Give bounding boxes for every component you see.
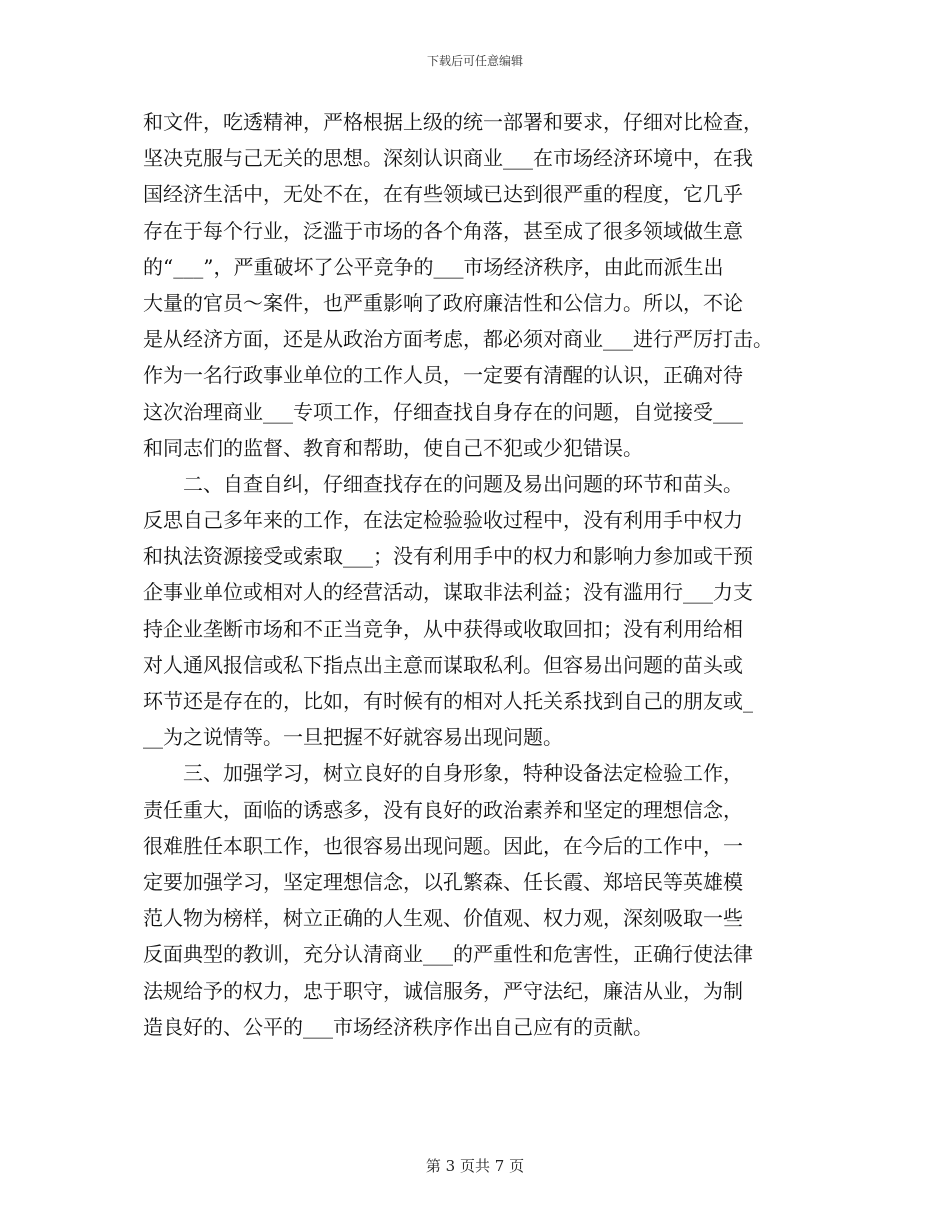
text-line: 坚决克服与己无关的思想。深刻认识商业___在市场经济环境中，在我 <box>143 146 753 171</box>
text-line: 和同志们的监督、教育和帮助，使自己不犯或少犯错误。 <box>143 435 643 460</box>
document-body <box>143 104 815 1045</box>
page-footer: 第 3 页共 7 页 <box>425 1157 525 1175</box>
text-line: 这次治理商业___专项工作，仔细查找自身存在的问题，自觉接受___ <box>143 399 743 424</box>
text-line: 造良好的、公平的___市场经济秩序作出自己应有的贡献。 <box>143 1014 653 1039</box>
text-line: 环节还是存在的，比如，有时候有的相对人托关系找到自己的朋友或_ <box>143 689 753 713</box>
text-line: 的“___”，严重破坏了公平竞争的___市场经济秩序，由此而派生出 <box>143 254 724 279</box>
text-line: 国经济生活中，无处不在，在有些领域已达到很严重的程度，它几乎 <box>143 182 743 207</box>
text-line: 反面典型的教训，充分认清商业___的严重性和危害性，正确行使法律 <box>143 942 753 967</box>
text-line: 对人通风报信或私下指点出主意而谋取私利。但容易出问题的苗头或 <box>143 652 743 677</box>
text-line: 反思自己多年来的工作，在法定检验验收过程中，没有利用手中权力 <box>143 508 743 533</box>
text-line: 三、加强学习，树立良好的自身形象，特种设备法定检验工作， <box>143 761 743 786</box>
text-line: 大量的官员～案件，也严重影响了政府廉洁性和公信力。所以，不论 <box>143 290 743 315</box>
text-line: 企事业单位或相对人的经营活动，谋取非法利益；没有滥用行___力支 <box>143 580 753 605</box>
text-line: 范人物为榜样，树立正确的人生观、价值观、权力观，深刻吸取一些 <box>143 906 743 931</box>
text-line: 持企业垄断市场和不正当竞争，从中获得或收取回扣；没有利用给相 <box>143 616 743 641</box>
text-line: 和文件，吃透精神，严格根据上级的统一部署和要求，仔细对比检查， <box>143 110 763 134</box>
text-line: 是从经济方面，还是从政治方面考虑，都必须对商业___进行严厉打击。 <box>143 327 773 352</box>
text-line: __为之说情等。一旦把握不好就容易出现问题。 <box>143 725 563 750</box>
page-header: 下载后可任意编辑 <box>426 54 523 68</box>
text-line: 和执法资源接受或索取___；没有利用手中的权力和影响力参加或干预 <box>143 544 753 569</box>
text-line: 二、自查自纠，仔细查找存在的问题及易出问题的环节和苗头。 <box>143 471 743 496</box>
text-line: 很难胜任本职工作，也很容易出现问题。因此，在今后的工作中，一 <box>143 833 743 858</box>
text-line: 定要加强学习，坚定理想信念，以孔繁森、任长霞、郑培民等英雄模 <box>143 869 743 894</box>
text-line: 存在于每个行业，泛滥于市场的各个角落，甚至成了很多领域做生意 <box>143 218 743 243</box>
text-line: 责任重大，面临的诱惑多，没有良好的政治素养和坚定的理想信念， <box>143 797 743 822</box>
text-line: 作为一名行政事业单位的工作人员，一定要有清醒的认识，正确对待 <box>143 363 743 388</box>
text-line: 法规给予的权力，忠于职守，诚信服务，严守法纪，廉洁从业，为制 <box>143 978 743 1003</box>
